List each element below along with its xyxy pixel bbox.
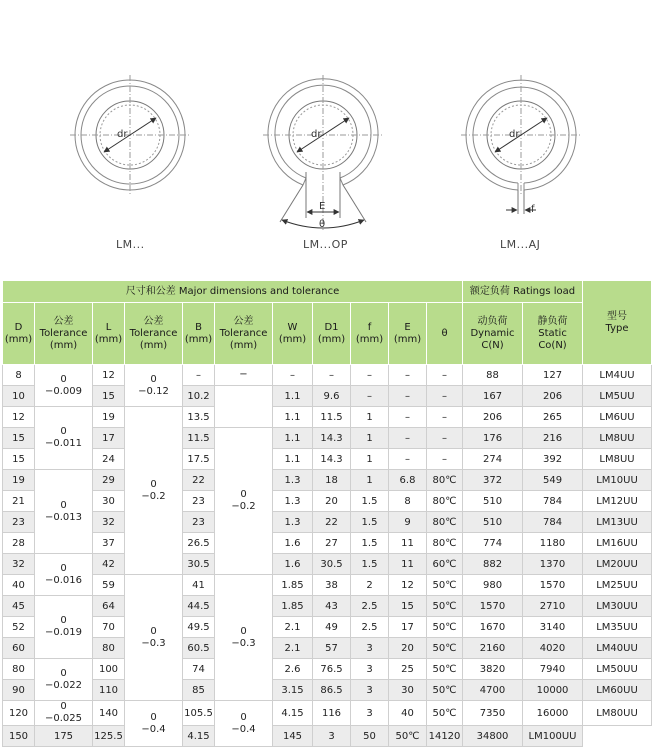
- cell-e: 15: [389, 596, 427, 617]
- cell-w: 1.6: [273, 554, 313, 575]
- cell-w: 1.6: [273, 533, 313, 554]
- cell-l: 12: [93, 365, 125, 386]
- cell-static-load: 206: [523, 386, 583, 407]
- cell-dynamic-load: 3820: [463, 659, 523, 680]
- cell-type: LM10UU: [583, 470, 652, 491]
- table-row: [3, 449, 652, 470]
- cell-dynamic-load: 7350: [463, 701, 523, 726]
- cell-theta: 80℃: [427, 470, 463, 491]
- cell-d1: 116: [313, 701, 351, 726]
- cell-l: 100: [93, 659, 125, 680]
- cell-l: 17: [93, 428, 125, 449]
- cell-dynamic-load: 88: [463, 365, 523, 386]
- cell-type: LM20UU: [583, 554, 652, 575]
- cell-l: 19: [93, 407, 125, 428]
- cell-theta: 80℃: [427, 491, 463, 512]
- table-row: [3, 638, 652, 659]
- cell-f: 1: [351, 470, 389, 491]
- cell-b: 26.5: [183, 533, 215, 554]
- cell-d-tolerance: 0 −0.011: [35, 407, 93, 470]
- cell-d: 15: [3, 449, 35, 470]
- cell-theta: 80℃: [427, 512, 463, 533]
- cell-theta: 50℃: [427, 701, 463, 726]
- drawing-lm-standard: [70, 75, 190, 195]
- cell-l-tolerance: 0 −0.3: [125, 575, 183, 701]
- drawing-2-dr-label: dr: [311, 129, 322, 140]
- cell-b: 13.5: [183, 407, 215, 428]
- cell-f: 3: [351, 638, 389, 659]
- cell-d1: 11.5: [313, 407, 351, 428]
- cell-type: LM4UU: [583, 365, 652, 386]
- cell-b-tolerance: 0 −0.3: [215, 575, 273, 701]
- column-header-w: W (mm): [273, 303, 313, 365]
- cell-e: 25: [389, 659, 427, 680]
- cell-d-tolerance: 0 −0.013: [35, 470, 93, 554]
- cell-e: 11: [389, 554, 427, 575]
- table-row: [3, 512, 652, 533]
- column-header-d-tolerance: 公差 Tolerance (mm): [35, 303, 93, 365]
- cell-f: 1.5: [351, 512, 389, 533]
- cell-type: LM50UU: [583, 659, 652, 680]
- column-header-e: E (mm): [389, 303, 427, 365]
- drawing-2-theta-label: θ: [319, 219, 326, 230]
- cell-dynamic-load: 274: [463, 449, 523, 470]
- cell-d: 52: [3, 617, 35, 638]
- cell-e: –: [389, 365, 427, 386]
- cell-b: 11.5: [183, 428, 215, 449]
- cell-f: 2.5: [351, 596, 389, 617]
- cell-f: 3: [351, 680, 389, 701]
- cell-w: 1.1: [273, 386, 313, 407]
- cell-w: 3.15: [273, 680, 313, 701]
- column-header-d1: D1 (mm): [313, 303, 351, 365]
- cell-b: 22: [183, 470, 215, 491]
- cell-w: 1.85: [273, 596, 313, 617]
- cell-dynamic-load: 372: [463, 470, 523, 491]
- cell-d: 32: [3, 554, 35, 575]
- cell-d1: 76.5: [313, 659, 351, 680]
- drawing-label-lm: LM...: [116, 238, 145, 251]
- cell-l: 29: [93, 470, 125, 491]
- drawing-2-e-label: E: [319, 201, 326, 212]
- cell-type: LM16UU: [583, 533, 652, 554]
- cell-f: 1: [351, 428, 389, 449]
- cell-w: 4.15: [183, 726, 215, 747]
- cell-e: 30: [389, 680, 427, 701]
- drawing-3-f-label: f: [531, 204, 535, 215]
- cell-w: 1.3: [273, 512, 313, 533]
- cell-w: 2.1: [273, 617, 313, 638]
- cell-b: –: [183, 365, 215, 386]
- cell-e: –: [389, 407, 427, 428]
- cell-d1: 49: [313, 617, 351, 638]
- cell-static-load: 784: [523, 491, 583, 512]
- cell-d1: 27: [313, 533, 351, 554]
- cell-theta: –: [427, 449, 463, 470]
- column-header-static-load: 静负荷 Static Co(N): [523, 303, 583, 365]
- cell-d1: 18: [313, 470, 351, 491]
- cell-w: 1.1: [273, 449, 313, 470]
- cell-type: LM5UU: [583, 386, 652, 407]
- cell-theta: 80℃: [427, 533, 463, 554]
- cell-e: –: [389, 449, 427, 470]
- table-row: [3, 428, 652, 449]
- cell-w: 1.1: [273, 407, 313, 428]
- cell-w: –: [273, 365, 313, 386]
- cell-d1: 43: [313, 596, 351, 617]
- table-row: [3, 533, 652, 554]
- cell-static-load: 784: [523, 512, 583, 533]
- cell-d1: 14.3: [313, 428, 351, 449]
- cell-l: 42: [93, 554, 125, 575]
- cell-l-tolerance: 0 −0.2: [125, 407, 183, 575]
- cell-theta: –: [427, 407, 463, 428]
- cell-l-tolerance: 0 −0.12: [125, 365, 183, 407]
- header-type: 型号 Type: [583, 281, 652, 365]
- cell-b: 105.5: [183, 701, 215, 726]
- cell-static-load: 1370: [523, 554, 583, 575]
- cell-dynamic-load: 167: [463, 386, 523, 407]
- cell-w: 1.85: [273, 575, 313, 596]
- cell-b: 74: [183, 659, 215, 680]
- cell-static-load: 4020: [523, 638, 583, 659]
- cell-static-load: 549: [523, 470, 583, 491]
- cell-l: 24: [93, 449, 125, 470]
- cell-d1: 22: [313, 512, 351, 533]
- cell-d: 80: [3, 659, 35, 680]
- cell-static-load: 1570: [523, 575, 583, 596]
- cell-d-tolerance: 0 −0.009: [35, 365, 93, 407]
- cell-d: 150: [3, 726, 35, 747]
- drawing-1-dr-label: dr: [117, 129, 128, 140]
- column-header-f: f (mm): [351, 303, 389, 365]
- cell-l: 32: [93, 512, 125, 533]
- cell-b: 125.5: [93, 726, 125, 747]
- header-major-dimensions: 尺寸和公差 Major dimensions and tolerance: [3, 281, 463, 303]
- cell-f: 1: [351, 449, 389, 470]
- cell-d-tolerance: 0 −0.016: [35, 554, 93, 596]
- column-header-theta: θ: [427, 303, 463, 365]
- cell-w: 2.6: [273, 659, 313, 680]
- cell-dynamic-load: 1570: [463, 596, 523, 617]
- cell-d: 12: [3, 407, 35, 428]
- cell-b-tolerance: [215, 386, 273, 428]
- cell-dynamic-load: 2160: [463, 638, 523, 659]
- cell-f: 3: [351, 659, 389, 680]
- column-header-b: B (mm): [183, 303, 215, 365]
- cell-l: 15: [93, 386, 125, 407]
- cell-w: 1.3: [273, 491, 313, 512]
- cell-dynamic-load: 176: [463, 428, 523, 449]
- column-header-l-tolerance: 公差 Tolerance (mm): [125, 303, 183, 365]
- cell-b-tolerance: 0 −0.2: [215, 428, 273, 575]
- cell-b: 44.5: [183, 596, 215, 617]
- cell-w: 4.15: [273, 701, 313, 726]
- cell-static-load: 2710: [523, 596, 583, 617]
- cell-d: 120: [3, 701, 35, 726]
- cell-theta: 50℃: [427, 596, 463, 617]
- cell-d1: 14.3: [313, 449, 351, 470]
- cell-b: 85: [183, 680, 215, 701]
- table-row: [3, 365, 652, 386]
- cell-static-load: 216: [523, 428, 583, 449]
- drawing-lm-adjustable: [461, 75, 581, 214]
- table-row: [3, 407, 652, 428]
- cell-d: 23: [3, 512, 35, 533]
- cell-l: 110: [93, 680, 125, 701]
- table-row: [3, 680, 652, 701]
- cell-d-tolerance: 0 −0.025: [35, 701, 93, 726]
- drawing-3-dr-label: dr: [509, 129, 520, 140]
- table-row: [3, 596, 652, 617]
- cell-d1: 86.5: [313, 680, 351, 701]
- cell-l: 59: [93, 575, 125, 596]
- cell-f: 1.5: [351, 491, 389, 512]
- cell-static-load: 392: [523, 449, 583, 470]
- cell-type: LM100UU: [523, 726, 583, 747]
- cell-d: 19: [3, 470, 35, 491]
- cell-d: 28: [3, 533, 35, 554]
- cell-e: 17: [389, 617, 427, 638]
- cell-d: 60: [3, 638, 35, 659]
- cell-theta: 50℃: [427, 617, 463, 638]
- cell-dynamic-load: 14120: [427, 726, 463, 747]
- cell-l: 140: [93, 701, 125, 726]
- cell-l: 37: [93, 533, 125, 554]
- cell-static-load: 10000: [523, 680, 583, 701]
- cell-f: 1.5: [351, 533, 389, 554]
- cell-type: LM30UU: [583, 596, 652, 617]
- header-ratings-load: 额定负荷 Ratings load: [463, 281, 583, 303]
- cell-dynamic-load: 206: [463, 407, 523, 428]
- cell-f: –: [351, 365, 389, 386]
- cell-e: –: [389, 428, 427, 449]
- table-row: [3, 386, 652, 407]
- cell-e: 12: [389, 575, 427, 596]
- table-row: [3, 491, 652, 512]
- cell-static-load: 7940: [523, 659, 583, 680]
- cell-d1: 20: [313, 491, 351, 512]
- specification-table: [2, 280, 652, 747]
- cell-type: LM6UU: [583, 407, 652, 428]
- cell-b: 30.5: [183, 554, 215, 575]
- cell-type: LM8UU: [583, 428, 652, 449]
- cell-type: LM8UU: [583, 449, 652, 470]
- cell-dynamic-load: 1670: [463, 617, 523, 638]
- cell-theta: 50℃: [427, 638, 463, 659]
- cell-theta: –: [427, 386, 463, 407]
- cell-theta: 50℃: [427, 659, 463, 680]
- table-row: [3, 659, 652, 680]
- cell-type: LM40UU: [583, 638, 652, 659]
- cell-b: 60.5: [183, 638, 215, 659]
- table-row: [3, 470, 652, 491]
- cell-type: LM25UU: [583, 575, 652, 596]
- cell-f: 3: [313, 726, 351, 747]
- cell-theta: 60℃: [427, 554, 463, 575]
- cell-f: 2.5: [351, 617, 389, 638]
- cell-e: 8: [389, 491, 427, 512]
- drawing-label-lm-op: LM...OP: [303, 238, 348, 251]
- cell-dynamic-load: 4700: [463, 680, 523, 701]
- cell-dynamic-load: 980: [463, 575, 523, 596]
- column-header-l: L (mm): [93, 303, 125, 365]
- cell-d: 15: [3, 428, 35, 449]
- cell-d: 45: [3, 596, 35, 617]
- cell-b: 49.5: [183, 617, 215, 638]
- cell-type: LM35UU: [583, 617, 652, 638]
- cell-b: 23: [183, 512, 215, 533]
- table-row: [3, 617, 652, 638]
- cell-type: LM80UU: [583, 701, 652, 726]
- cell-f: 2: [351, 575, 389, 596]
- drawing-label-lm-aj: LM...AJ: [500, 238, 541, 251]
- cell-l: 30: [93, 491, 125, 512]
- cell-b: 17.5: [183, 449, 215, 470]
- cell-d1: 145: [273, 726, 313, 747]
- cell-theta: 50℃: [427, 680, 463, 701]
- cell-d1: 30.5: [313, 554, 351, 575]
- cell-d-tolerance: 0 −0.019: [35, 596, 93, 659]
- cell-f: 1: [351, 407, 389, 428]
- cell-d: 8: [3, 365, 35, 386]
- cell-d1: 9.6: [313, 386, 351, 407]
- cell-l: 80: [93, 638, 125, 659]
- cell-d1: –: [313, 365, 351, 386]
- table-row: [3, 575, 652, 596]
- cell-l: 64: [93, 596, 125, 617]
- cell-e: 40: [389, 701, 427, 726]
- table-row: [3, 554, 652, 575]
- cell-l-tolerance: 0 −0.4: [125, 701, 183, 747]
- cell-b: 23: [183, 491, 215, 512]
- cell-static-load: 3140: [523, 617, 583, 638]
- cell-f: 1.5: [351, 554, 389, 575]
- table-row: [3, 701, 652, 726]
- cell-f: 3: [351, 701, 389, 726]
- cell-dynamic-load: 510: [463, 512, 523, 533]
- cell-b: 41: [183, 575, 215, 596]
- column-header-d: D (mm): [3, 303, 35, 365]
- cell-dynamic-load: 774: [463, 533, 523, 554]
- cell-dynamic-load: 510: [463, 491, 523, 512]
- cell-dynamic-load: 882: [463, 554, 523, 575]
- cell-theta: 50℃: [389, 726, 427, 747]
- cell-theta: 50℃: [427, 575, 463, 596]
- column-header-dynamic-load: 动负荷 Dynamic C(N): [463, 303, 523, 365]
- cell-b-tolerance: −: [215, 365, 273, 386]
- cell-type: LM12UU: [583, 491, 652, 512]
- cell-static-load: 16000: [523, 701, 583, 726]
- cell-d: 90: [3, 680, 35, 701]
- column-header-b-tolerance: 公差 Tolerance (mm): [215, 303, 273, 365]
- cell-e: 6.8: [389, 470, 427, 491]
- cell-type: LM13UU: [583, 512, 652, 533]
- cell-theta: –: [427, 428, 463, 449]
- cell-d1: 38: [313, 575, 351, 596]
- cell-e: 20: [389, 638, 427, 659]
- bearing-drawings: [0, 0, 653, 262]
- cell-static-load: 1180: [523, 533, 583, 554]
- cell-type: LM60UU: [583, 680, 652, 701]
- cell-b: 10.2: [183, 386, 215, 407]
- cell-theta: –: [427, 365, 463, 386]
- cell-w: 1.1: [273, 428, 313, 449]
- cell-d: 21: [3, 491, 35, 512]
- cell-w: 2.1: [273, 638, 313, 659]
- cell-e: 50: [351, 726, 389, 747]
- cell-e: 11: [389, 533, 427, 554]
- cell-static-load: 34800: [463, 726, 523, 747]
- cell-e: 9: [389, 512, 427, 533]
- cell-d-tolerance: 0 −0.022: [35, 659, 93, 701]
- table-row: [3, 726, 652, 747]
- cell-d: 40: [3, 575, 35, 596]
- cell-w: 1.3: [273, 470, 313, 491]
- cell-l: 70: [93, 617, 125, 638]
- cell-static-load: 127: [523, 365, 583, 386]
- cell-l: 175: [35, 726, 93, 747]
- cell-d1: 57: [313, 638, 351, 659]
- cell-d: 10: [3, 386, 35, 407]
- cell-b-tolerance: 0 −0.4: [215, 701, 273, 747]
- cell-f: –: [351, 386, 389, 407]
- cell-e: –: [389, 386, 427, 407]
- cell-static-load: 265: [523, 407, 583, 428]
